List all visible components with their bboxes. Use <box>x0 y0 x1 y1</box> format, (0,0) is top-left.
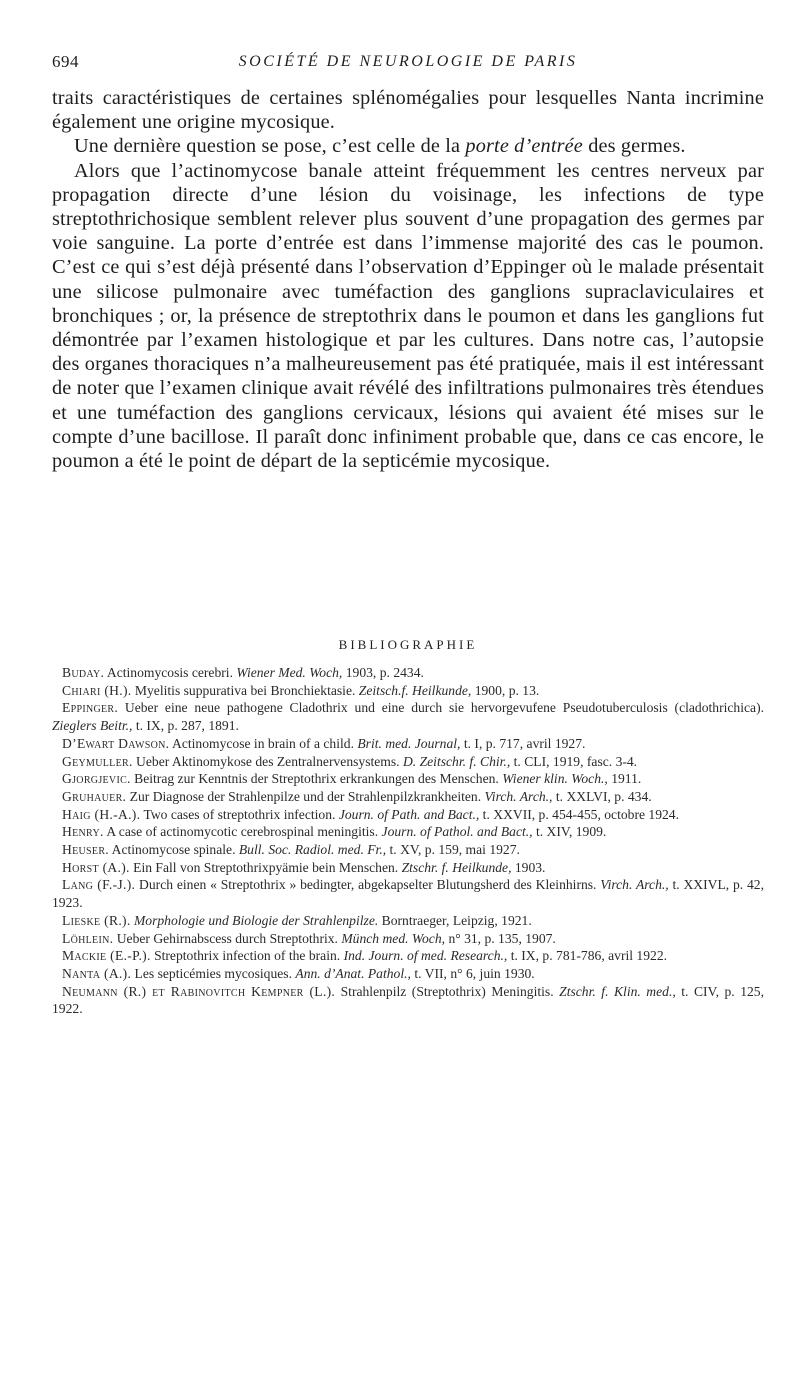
paragraph-question-start: Une dernière question se pose, c’est celle de la <box>74 135 466 158</box>
bibliography-entry <box>52 699 764 734</box>
bib-title: Myelitis suppurativa bei Bronchiektasie. <box>131 682 359 698</box>
bib-author: Chiari (H.). <box>62 682 132 698</box>
bib-title: Two cases of streptothrix infection. <box>140 806 339 822</box>
bib-details: t. IX, p. 781-786, avril 1922. <box>507 948 668 964</box>
bibliography-entry <box>52 965 764 983</box>
bib-author: Eppinger. <box>62 700 119 716</box>
bib-title: Ueber Aktinomykose des Zentralnervensystems. <box>132 753 403 769</box>
paragraph-question <box>52 134 764 158</box>
bibliography-entry <box>52 682 764 700</box>
emphasis-porte-dentree: porte d’entrée <box>465 135 583 158</box>
bib-journal: Journ. of Path. and Bact., <box>338 806 480 822</box>
paragraph-propagation: Alors que l’actinomycose banale atteint fréquemment les centres nerveux par propagation directe d’une lésion du voisinage, les infections de type streptothrichosique semblent relever plus souvent d’une propagation des germes par voie sanguine. La porte d’entrée est dans l’immense majorité des cas le poumon. C’est ce qui s’est déjà présenté dans l’observation d’Eppinger où le malade présentait une silicose pulmonaire avec tuméfaction des ganglions supraclaviculaires et bronchiques ; or, la présence de streptothrix dans le poumon et dans les ganglions fut démontrée par l’examen histologique et par les cultures. Dans notre cas, l’autopsie des organes thoraciques n’a malheureusement pas été pratiquée, mais il est intéressant de noter que l’examen clinique avait révélé des infiltrations pulmonaires très étendues et une tuméfaction des ganglions cervicaux, lésions qui avaient été mises sur le compte d’une bacillose. Il paraît donc infiniment probable que, dans ce cas encore, le poumon a été le point de départ de la septicémie mycosique. <box>52 159 764 473</box>
bibliography-entry <box>52 930 764 948</box>
bib-author: Buday. <box>62 665 105 680</box>
bib-title: Ein Fall von Streptothrixpyämie bein Menschen. <box>129 859 402 875</box>
bib-author: Horst (A.). <box>62 859 130 875</box>
bibliography-entry <box>52 859 764 877</box>
bib-journal: Morphologie und Biologie der Strahlenpilze. <box>133 912 379 928</box>
bib-title: Ueber Gehirnabscess durch Streptothrix. <box>113 930 342 946</box>
running-title: SOCIÉTÉ DE NEUROLOGIE DE PARIS <box>238 53 578 70</box>
bib-journal: Wiener klin. Woch., <box>502 771 608 787</box>
bibliography-entry <box>52 983 764 1018</box>
bib-author: Gruhauer. <box>62 788 127 804</box>
bib-journal: Bull. Soc. Radiol. med. Fr., <box>238 842 387 858</box>
bib-details: t. XIV, 1909. <box>532 824 607 840</box>
bib-details: n° 31, p. 135, 1907. <box>445 930 556 946</box>
bib-details: t. I, p. 717, avril 1927. <box>460 735 586 751</box>
bib-title: Les septicémies mycosiques. <box>131 965 296 981</box>
bib-journal: Zieglers Beitr., <box>52 718 133 734</box>
bib-journal: Wiener Med. Woch, <box>236 665 343 680</box>
bibliography-entry <box>52 770 764 788</box>
bibliography-entry <box>52 806 764 824</box>
bib-details: Borntraeger, Leipzig, 1921. <box>378 912 532 928</box>
bib-details: t. CLI, 1919, fasc. 3-4. <box>510 753 638 769</box>
bib-details: t. XV, p. 159, mai 1927. <box>386 842 520 858</box>
bib-details: t. XXLVI, p. 434. <box>552 788 652 804</box>
bib-author: Gjorgjevic. <box>62 771 131 787</box>
bib-author: Lang (F.-J.). <box>62 877 136 893</box>
bibliography-entry <box>52 841 764 859</box>
bib-details: 1903. <box>511 859 546 875</box>
bib-journal: Münch med. Woch, <box>341 930 446 946</box>
bib-author: Nanta (A.). <box>62 965 132 981</box>
paragraph-continuation: traits caractéristiques de certaines splénomégalies pour lesquelles Nanta incrimine également une origine mycosique. <box>52 87 764 134</box>
bib-title: Zur Diagnose der Strahlenpilze und der Strahlenpilzkrankheiten. <box>126 788 485 804</box>
bib-journal: Virch. Arch., <box>600 877 669 893</box>
bibliography-entry <box>52 753 764 771</box>
bib-title: A case of actinomycotic cerebrospinal meningitis. <box>103 824 382 840</box>
bibliography-entry <box>52 735 764 753</box>
bib-journal: Journ. of Pathol. and Bact., <box>381 824 533 840</box>
bib-author: Löhlein. <box>62 930 114 946</box>
bib-details: 1900, p. 13. <box>471 682 540 698</box>
bib-author: Mackie (E.-P.). <box>62 948 151 964</box>
body-text <box>52 86 764 473</box>
bib-journal: Zeitsch.f. Heilkunde, <box>358 682 472 698</box>
bibliography-entry <box>52 876 764 911</box>
bib-author: Haig (H.-A.). <box>62 806 141 822</box>
bib-journal: Virch. Arch., <box>484 788 553 804</box>
bib-title: Actinomycose in brain of a child. <box>169 735 358 751</box>
bib-title: Actinomycose spinale. <box>109 842 239 858</box>
bib-author: D’Ewart Dawson. <box>62 735 170 751</box>
page-number: 694 <box>52 52 79 71</box>
bib-author: Geymuller. <box>62 753 133 769</box>
bib-details: 1903, p. 2434. <box>342 665 424 680</box>
bib-title: Durch einen « Streptothrix » bedingter, abgekapselter Blutungsherd des Kleinhirns. <box>135 877 601 893</box>
bibliography-entry <box>52 788 764 806</box>
bib-details: t. IX, p. 287, 1891. <box>132 718 239 734</box>
bib-details: 1911. <box>607 771 642 787</box>
bib-details: t. VII, n° 6, juin 1930. <box>410 965 535 981</box>
bib-title: Actinomycosis cerebri. <box>104 665 237 680</box>
bib-journal: Ztschr. f. Heilkunde, <box>401 859 512 875</box>
bibliography-entry <box>52 947 764 965</box>
bib-title: Strahlenpilz (Streptothrix) Meningitis. <box>335 983 560 999</box>
bib-journal: D. Zeitschr. f. Chir., <box>402 753 511 769</box>
bibliography-heading: BIBLIOGRAPHIE <box>338 637 478 652</box>
bib-author: Heuser. <box>62 842 109 858</box>
bib-details: t. CIV, p. 125, 1922. <box>52 983 764 1017</box>
bib-journal: Ann. d’Anat. Pathol., <box>295 965 411 981</box>
bib-title: Beitrag zur Kenntnis der Streptothrix erkrankungen des Menschen. <box>130 771 503 787</box>
bib-journal: Ind. Journ. of med. Research., <box>343 948 508 964</box>
bib-author: Lieske (R.). <box>62 912 131 928</box>
bib-author: Neumann (R.) et Rabinovitch Kempner (L.). <box>62 983 336 999</box>
bibliography-entry <box>52 912 764 930</box>
paragraph-question-end: des germes. <box>582 135 686 158</box>
bibliography-list <box>52 664 764 1018</box>
bibliography-entry <box>52 823 764 841</box>
bib-journal: Brit. med. Journal, <box>357 735 461 751</box>
bib-title: Ueber eine neue pathogene Cladothrix und eine durch sie hervorgevufene Pseudotuberculosis (cladothrichica). <box>118 700 764 716</box>
bib-title: Streptothrix infection of the brain. <box>150 948 344 964</box>
bib-author: Henry. <box>62 824 104 840</box>
bib-journal: Ztschr. f. Klin. med., <box>559 983 676 999</box>
bibliography-entry <box>52 664 764 682</box>
bib-details: t. XXIVL, p. 42, 1923. <box>52 877 764 911</box>
running-header <box>52 50 764 74</box>
bib-details: t. XXVII, p. 454-455, octobre 1924. <box>479 806 679 822</box>
